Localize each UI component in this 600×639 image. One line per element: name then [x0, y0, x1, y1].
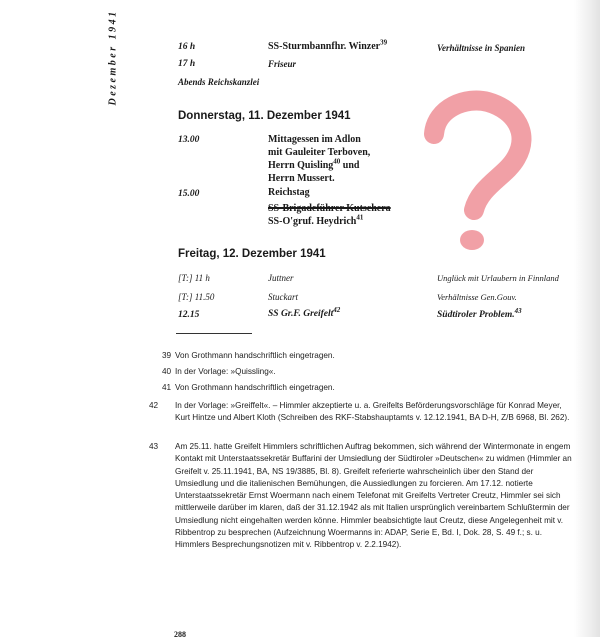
entry-event: Mittagessen im Adlon mit Gauleiter Terboven, Herrn Quisling$^{40}$ und Herrn Mussert. [268, 134, 371, 184]
entry-event: Juttner [268, 273, 294, 283]
running-head: Dezember 1941 [107, 9, 119, 106]
day-heading: Freitag, 12. Dezember 1941 [178, 248, 326, 260]
entry-time: 12.15 [178, 310, 200, 320]
struck-entry: SS-Brigadeführer Kutschera [268, 203, 391, 214]
entry-event: SS-O'gruf. Heydrich$^{41}$ [268, 213, 364, 227]
footnote: 39 Von Grothmann handschriftlich eingetragen. [162, 351, 335, 360]
entry-time: 15.00 [178, 189, 200, 199]
entry-note: Verhältnisse in Spanien [437, 43, 526, 53]
entry-event: Friseur [268, 59, 297, 69]
entry-time: [T:] 11.50 [178, 292, 215, 302]
footnote: 42 In der Vorlage: »Greiffelt«. – Himmler akzeptierte u. a. Greifelts Beförderungsvorschläge für Konrad Meyer, Kurt Hintze und Albert Kloth (Schreiben des RKF-Stabshauptamts v. 12.12.1941, BA D-H, Z/B 6968, Bl. 262). [149, 401, 570, 423]
entry-time: 16 h [178, 42, 196, 52]
entry-time: 17 h [178, 59, 196, 69]
entry-event: Reichstag [268, 187, 310, 198]
footnote-rule [176, 333, 252, 334]
entry-event: Stuckart [268, 292, 298, 302]
footnote: 41 Von Grothmann handschriftlich eingetragen. [162, 383, 335, 392]
entry-event: SS Gr.F. Greifelt$^{42}$ [268, 305, 341, 319]
question-mark-icon [412, 90, 542, 260]
entry-event: Abends Reichskanzlei [178, 77, 260, 87]
entry-event: SS-Sturmbannfhr. Winzer$^{39}$ [268, 38, 388, 52]
entry-note: Südtiroler Problem.$^{43}$ [437, 306, 522, 320]
entry-note: Unglück mit Urlaubern in Finnland [437, 273, 559, 283]
day-heading: Donnerstag, 11. Dezember 1941 [178, 110, 351, 122]
footnote: 40 In der Vorlage: »Quissling«. [162, 367, 276, 376]
entry-time: 13.00 [178, 135, 200, 145]
footnote: 43 Am 25.11. hatte Greifelt Himmlers schriftlichen Auftrag bekommen, sich während der Wintermonate in engem Kontakt mit Unterstaatssekretär Buffarini der Umsiedlung der Südtiroler »Deutschen« zu widmen (Himmler an Greifelt v. 25.11.1941, BA, NS 19/3885, Bl. 8). Greifelt referierte wahrscheinlich über den Stand der Umsiedlung und die italienischen Bemühungen, die Aussiedlungen zu forcieren. Am 17.12. notierte Unterstaatssekretär Ernst Woermann nach einem Telefonat mit Greifelts Vertreter Creutz, Himmler sei sich mittlerweile darüber im klaren, daß der 31.12.1942 als mit Italien ursprünglich vereinbartem Schlußtermin der Umsiedlung nicht eingehalten werden könne. Himmler beabsichtigte laut Creutz, diese Angelegenheit mit v. Ribbentrop zu besprechen (Aufzeichnung Woermanns in: ADAP, Serie E, Bd. I, Dok. 28, S. 49 f.; s. u. Himmlers Besprechungsnotizen mit v. Ribbentrop v. 2.2.1942). [149, 442, 572, 550]
page-number: 288 [174, 630, 186, 639]
entry-time: [T:] 11 h [178, 273, 210, 283]
entry-note: Verhältnisse Gen.Gouv. [437, 292, 517, 302]
